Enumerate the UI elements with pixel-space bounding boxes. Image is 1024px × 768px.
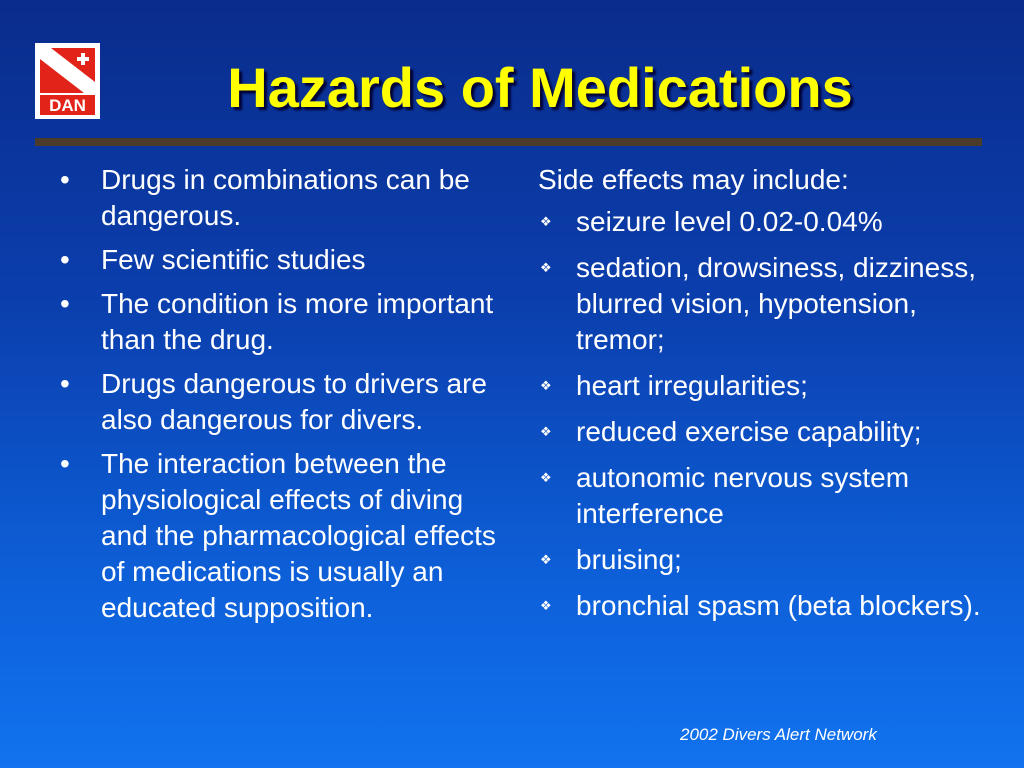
- list-item: [538, 204, 998, 240]
- bullet-icon: •: [60, 448, 70, 479]
- diamond-bullet-icon: ❖: [540, 552, 552, 567]
- list-item: [60, 446, 500, 626]
- bullet-icon: •: [60, 244, 70, 275]
- side-effects-list: [538, 204, 998, 624]
- list-item: [538, 542, 998, 578]
- list-item-text: The interaction between the physiological effects of diving and the pharmacological effects of medications is usually an educated supposition.: [101, 448, 496, 623]
- bullet-icon: •: [60, 288, 70, 319]
- bullet-icon: •: [60, 368, 70, 399]
- logo-text: DAN: [49, 96, 86, 115]
- list-item: [60, 286, 500, 358]
- list-item-text: Drugs dangerous to drivers are also dangerous for divers.: [101, 368, 487, 435]
- list-item: [538, 460, 998, 532]
- diamond-bullet-icon: ❖: [540, 598, 552, 613]
- list-item-text: The condition is more important than the drug.: [101, 288, 494, 355]
- list-item-text: bronchial spasm (beta blockers).: [576, 590, 981, 621]
- diamond-bullet-icon: ❖: [540, 378, 552, 393]
- list-item: [538, 588, 998, 624]
- list-item-text: Drugs in combinations can be dangerous.: [101, 164, 470, 231]
- side-effects-heading: Side effects may include:: [538, 164, 849, 195]
- list-item-text: autonomic nervous system interference: [576, 462, 910, 529]
- right-column: [538, 162, 998, 634]
- diamond-bullet-icon: ❖: [540, 214, 552, 229]
- list-item-text: Few scientific studies: [101, 244, 366, 275]
- list-item: [60, 242, 500, 278]
- list-item-text: seizure level 0.02-0.04%: [576, 206, 883, 237]
- dan-logo: [35, 43, 100, 119]
- diamond-bullet-icon: ❖: [540, 470, 552, 485]
- list-item-text: sedation, drowsiness, dizziness, blurred vision, hypotension, tremor;: [576, 252, 976, 355]
- left-column: [60, 162, 500, 634]
- footer-credit: 2002 Divers Alert Network: [680, 725, 877, 744]
- list-item: [60, 162, 500, 234]
- list-item: [60, 366, 500, 438]
- list-item-text: reduced exercise capability;: [576, 416, 922, 447]
- bullet-icon: •: [60, 164, 70, 195]
- list-item-text: heart irregularities;: [576, 370, 808, 401]
- list-item: [538, 250, 998, 358]
- slide-title: Hazards of Medications: [227, 56, 853, 119]
- diamond-bullet-icon: ❖: [540, 424, 552, 439]
- list-item: [538, 368, 998, 404]
- hazards-list: [60, 162, 500, 626]
- list-item-text: bruising;: [576, 544, 682, 575]
- list-item: [538, 414, 998, 450]
- title-divider: [35, 138, 982, 146]
- diamond-bullet-icon: ❖: [540, 260, 552, 275]
